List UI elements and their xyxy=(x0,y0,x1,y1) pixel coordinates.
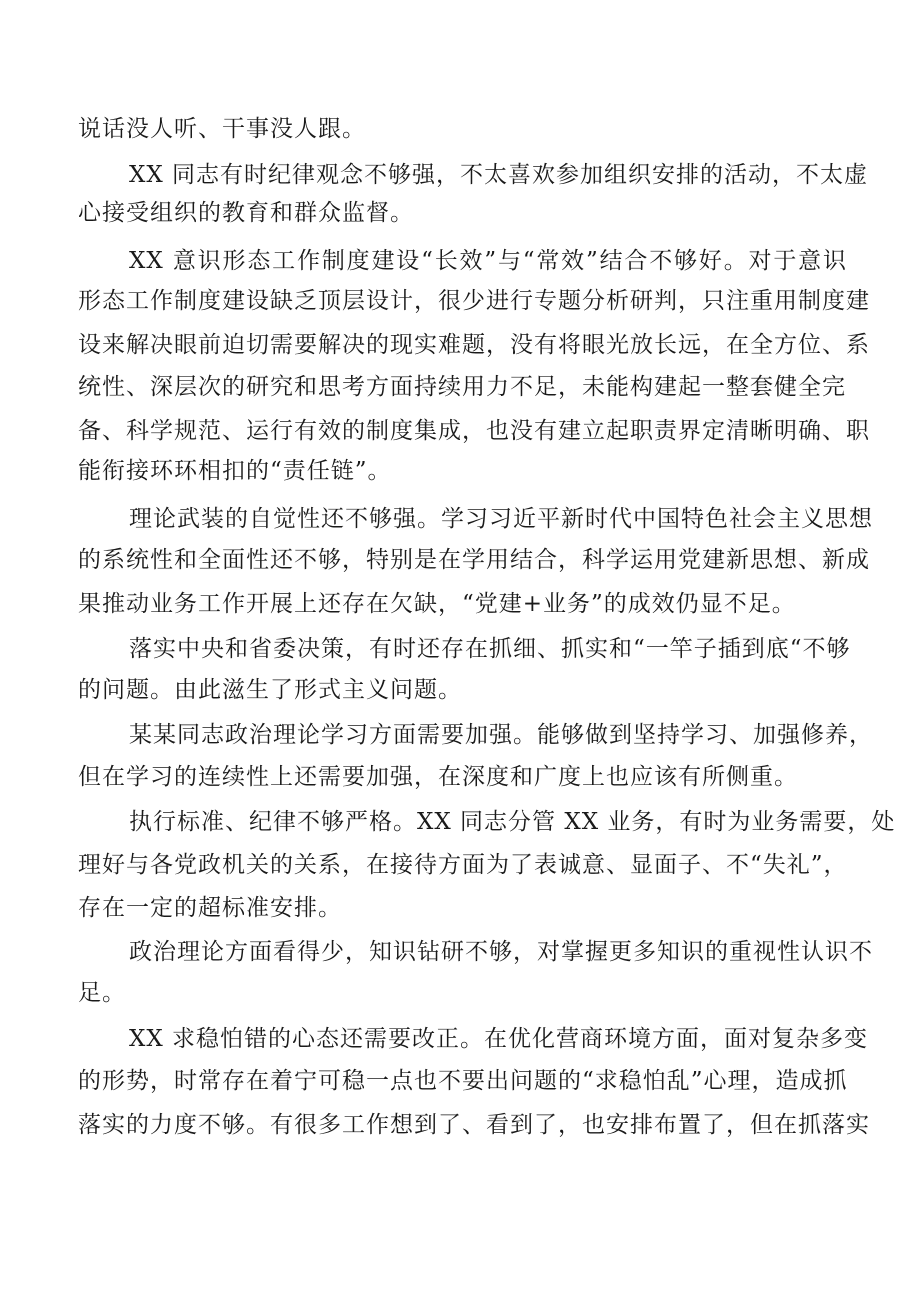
text-line: 落实的力度不够。有很多工作想到了、看到了，也安排布置了，但在抓落实 xyxy=(78,1112,870,1138)
paragraph-first-line: 落实中央和省委决策，有时还存在抓细、抓实和“一竿子插到底“不够 xyxy=(129,636,851,662)
text-line: 足。 xyxy=(78,980,126,1006)
text-line: 形态工作制度建设缺乏顶层设计，很少进行专题分析研判，只注重用制度建 xyxy=(78,288,870,314)
text-line: 存在一定的超标准安排。 xyxy=(78,895,342,921)
paragraph-first-line: 政治理论方面看得少，知识钻研不够，对掌握更多知识的重视性认识不 xyxy=(129,939,873,965)
text-line: 备、科学规范、运行有效的制度集成，也没有建立起职责界定清晰明确、职 xyxy=(78,418,870,444)
paragraph-first-line: 某某同志政治理论学习方面需要加强。能够做到坚持学习、加强修养， xyxy=(129,722,873,748)
text-line: 的系统性和全面性还不够，特别是在学用结合，科学运用党建新思想、新成 xyxy=(78,547,870,573)
text-line: 统性、深层次的研究和思考方面持续用力不足，未能构建起一整套健全完 xyxy=(78,374,846,400)
paragraph-first-line: 执行标准、纪律不够严格。XX 同志分管 XX 业务，有时为业务需要，处 xyxy=(129,809,896,835)
text-line: 的问题。由此滋生了形式主义问题。 xyxy=(78,677,462,703)
paragraph-first-line: XX 求稳怕错的心态还需要改正。在优化营商环境方面，面对复杂多变 xyxy=(129,1026,869,1052)
text-line: 心接受组织的教育和群众监督。 xyxy=(78,200,414,226)
text-line: 但在学习的连续性上还需要加强，在深度和广度上也应该有所侧重。 xyxy=(78,764,798,790)
paragraph-first-line: 理论武装的自觉性还不够强。学习习近平新时代中国特色社会主义思想 xyxy=(129,506,873,532)
text-line: 理好与各党政机关的关系，在接待方面为了表诚意、显面子、不“失礼”， xyxy=(78,852,848,878)
text-line: 说话没人听、干事没人跟。 xyxy=(78,116,366,142)
text-line: 的形势，时常存在着宁可稳一点也不要出问题的“求稳怕乱”心理，造成抓 xyxy=(78,1068,848,1094)
paragraph-first-line: XX 意识形态工作制度建设“长效”与“常效”结合不够好。对于意识 xyxy=(129,248,847,274)
text-line: 设来解决眼前迫切需要解决的现实难题，没有将眼光放长远，在全方位、系 xyxy=(78,332,870,358)
text-line: 果推动业务工作开展上还存在欠缺，“党建+业务”的成效仍显不足。 xyxy=(78,591,796,617)
text-line: 能衔接环环相扣的“责任链”。 xyxy=(78,458,392,484)
paragraph-first-line: XX 同志有时纪律观念不够强，不太喜欢参加组织安排的活动，不太虚 xyxy=(129,162,869,188)
